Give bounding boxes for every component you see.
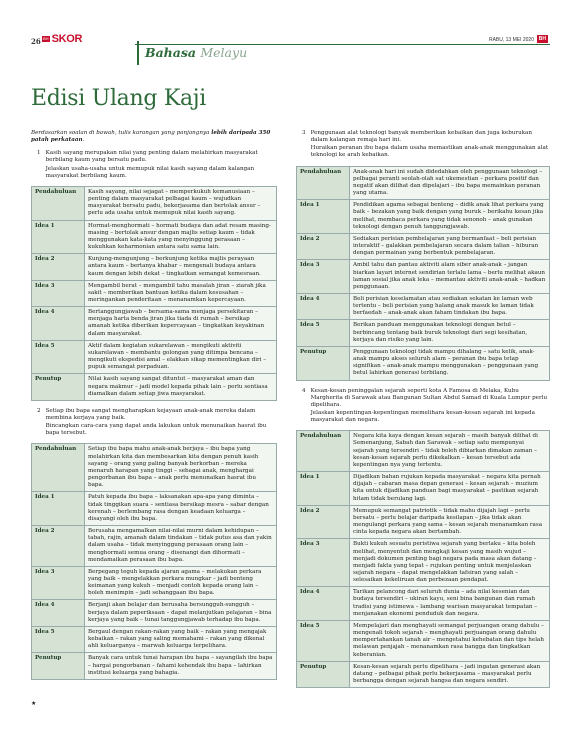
section-title <box>145 45 247 60</box>
row-text: Tarikan pelancong dari seluruh dunia – ada nilai kesenian dan budaya tersendiri – ukiran kayu, seni bina bangunan dan rumah tradisi yang istimewa – lambang warisan masyarakat tempatan – menjanakan ekonomi penduduk dan negara. <box>350 587 550 621</box>
question-number: 1 <box>37 150 41 157</box>
table-row <box>32 374 277 400</box>
table-row <box>32 626 277 652</box>
row-text: Berpegang teguh kepada ajaran agama – melakukan perkara yang baik – mengelakkan perkara mungkar – jadi benteng keimanan yang kukuh – menjadi contoh kepada orang lain – boleh menimpin – jadi sebanggaan ibu bapa. <box>85 566 277 600</box>
bh-brand-logo: BH <box>538 36 546 42</box>
row-text: Ambil tahu dan pantau aktiviti alam siber anak-anak – jangan biarkan layari internet sendirian terlalu lama – berlu melihat akaun laman sosial jika anak leka – memantau aktiviti anak-anak – hadkan penggunaan. <box>350 260 550 294</box>
row-text: Berikan panduan menggunakan teknologi dengan betul – berbincang tentang baik buruk teknologi dari segi kesihatan, kerjaya dan risiko yang lain. <box>350 320 550 346</box>
table-row <box>32 653 277 679</box>
table-row <box>32 254 277 280</box>
row-text: Berusaha mengamalkan nilai-nilai murni dalam kehidupan – tabah, rajin, amanah dalam tindakan – tidak putus asa dan yakin dalam usaha – tidak menyinggung perasaan orang lain – menghormati semua orang – disenangi dan dihormati – mendamaikan perasaan ibu bapa. <box>85 526 277 567</box>
row-label: Idea 1 <box>32 492 85 526</box>
question <box>37 150 277 181</box>
table-row <box>32 566 277 600</box>
row-label: Penutup <box>297 346 350 380</box>
instructions-text: Berdasarkan soalan di bawah, tulis karangan yang panjangnya <box>31 130 212 136</box>
row-label: Pendahuluan <box>32 186 85 220</box>
answer-outline-table <box>296 166 550 381</box>
row-text: Kesan-kesan sejarah perlu dipelihara – jadi ingatan generasi akan datang – pelbagai pihak perlu bekerjasama – masyarakat perlu berbangga dengan sejarah bangsa dan negara sendiri. <box>350 661 550 687</box>
question-line: Jelaskan kepentingan-kepentingan memelihara kesan-kesan sejarah ini kepada masyarakat dan negara. <box>310 410 535 424</box>
right-column <box>296 130 550 695</box>
section-subname: Melayu <box>200 45 248 60</box>
row-label: Idea 4 <box>297 293 350 319</box>
row-label: Penutup <box>297 661 350 687</box>
page-title: Edisi Ulang Kaji <box>31 86 207 111</box>
row-label: Idea 2 <box>32 254 85 280</box>
question-line: Kasih sayang merupakan nilai yang penting dalam melahirkan masyarakat berbilang kaum yang bersatu padu. <box>45 150 258 164</box>
row-label: Idea 5 <box>32 340 85 374</box>
right-questions <box>296 130 550 688</box>
row-label: Pendahuluan <box>32 444 85 492</box>
question-line: Kesan-kesan peninggalan sejarah seperti kota A Famosa di Melaka, Kubu Margherita di Sarawak atau Bangunan Sultan Abdul Samad di Kuala Lumpur perlu dipelihara. <box>310 387 548 408</box>
row-text: Negara kita kaya dengan kesan sejarah – masih banyak dilihat di Semenanjung, Sabah dan Sarawak – setiap satu mempunyai sejarah yang tersendiri – tidak boleh dibiarkan dimakan zaman – kesan-kesan sejarah perlu dikekalkan – kesan tersebut ada kepentingan nya yang tertentu. <box>350 431 550 472</box>
table-row <box>297 661 550 687</box>
row-text: Aktif dalam kegiatan sukarelawan – mengikuti aktiviti sukarelawan – membantu golongan yang ditimpa bencana – mengikuti ekspedisi amal – elakkan sikap mementingkan diri – pupuk semangat perpaduan. <box>85 340 277 374</box>
table-row <box>297 293 550 319</box>
question-text <box>46 408 277 439</box>
table-row <box>297 200 550 234</box>
table-row <box>297 166 550 200</box>
row-label: Idea 3 <box>32 566 85 600</box>
answer-outline-table <box>296 430 550 688</box>
row-text: Bukti kukuh sesuatu peristiwa sejarah yang berlaku – kita boleh melihat, menyentuh dan mengkaji kesan yang masih wujud – menjadi dokumen penting bagi negara pada masa akan datang – menjadi fakta yang tepat – rujukan penting untuk menjelaskan sejarah negara – dapat mengelakkan tafsiran yang salah – selesaikan kekeliruan dan perbezaan pendapat. <box>350 539 550 587</box>
row-text: Bergaul dengan rakan-rakan yang baik – rakan yang mengajak kebaikan – rakan yang saling memahami – rakan yang dikenal ahli keluarganya – marwah keluarga terpelihara. <box>85 626 277 652</box>
row-text: Hormat-menghormati – hormati budaya dan adat resam masing-masing – bertolak ansur dengan majlis setiap kaum – tidak menggunakan kata-kata yang menyinggung perasaan – kukuhkan keharmonian antara satu sama lain. <box>85 220 277 254</box>
question-text <box>311 130 550 161</box>
table-row <box>297 260 550 294</box>
question <box>302 130 550 161</box>
row-label: Idea 3 <box>32 280 85 306</box>
row-text: Anak-anak hari ini sudah didedahkan oleh penggunaan teknologi – pelbagai peranti seolah-olah sat ukemestian – perkara positif dan negatif akan dilihat dan dipelajari – ibu bapa memainkan peranan yang utama. <box>350 166 550 200</box>
row-label: Idea 4 <box>32 307 85 341</box>
row-label: Idea 5 <box>297 320 350 346</box>
row-text: Setiap ibu bapa mahu anak-anak berjaya – ibu bapa yang melahirkan kita dan membesarkan kita dengan penuh kasih sayang – orang yang paling banyak berkorban – mereka menaruh harapan yang tinggi – sebagai anak, menghargai pengorbanan ibu bapa – anak perlu menunaikan hasrat ibu bapa. <box>85 444 277 492</box>
row-label: Idea 1 <box>297 200 350 234</box>
section-bar <box>137 41 139 65</box>
table-row <box>297 620 550 661</box>
row-label: Idea 4 <box>32 600 85 626</box>
question-text <box>46 150 277 181</box>
page-number: 26 <box>31 37 41 46</box>
question <box>302 388 550 426</box>
question-line: Huraikan peranan ibu bapa dalam usaha memastikan anak-anak menggunakan alat teknologi ke arah kebaikan. <box>310 145 549 159</box>
instructions-bold: lebih daripada 350 patah perkataan <box>31 130 271 144</box>
table-row <box>297 233 550 259</box>
row-label: Penutup <box>32 653 85 679</box>
question-text <box>311 388 550 426</box>
table-row <box>32 220 277 254</box>
table-row <box>297 539 550 587</box>
row-text: Beli perisian keselamatan atau sediakan sekatan ke laman web tertentu – beli perisian yang halang anak masuk ke laman tidak berfaedah – anak-anak akan faham tindakan ibu bapa. <box>350 293 550 319</box>
row-label: Idea 3 <box>297 260 350 294</box>
table-row <box>32 444 277 492</box>
row-label: Pendahuluan <box>297 166 350 200</box>
row-text: Banyak cara untuk tunai harapan ibu bapa – sayangilah ibu bapa – hargai pengorbanan – fahami kehendak ibu bapa – lahirkan institusi keluarga yang bahagia. <box>85 653 277 679</box>
issue-date: RABU, 13 MEI 2020 <box>488 37 534 43</box>
table-row <box>297 587 550 621</box>
table-row <box>297 472 550 506</box>
row-label: Pendahuluan <box>297 431 350 472</box>
question <box>37 408 277 439</box>
question-line: Jelaskan usaha-usaha untuk memupuk nilai kasih sayang dalam kalangan masyarakat berbilang kaum. <box>45 165 255 179</box>
row-text: Memupuk semangat patriotik – tidak mahu dijajah lagi – perlu bersatu – perlu belajar daripada kesilapan – jika tidak akan mengulangi perkara yang sama – kesan sejarah menanamkan rasa cinta kepada negara akan bertambah. <box>350 505 550 539</box>
row-label: Idea 2 <box>297 505 350 539</box>
question-number: 2 <box>37 407 41 414</box>
question-number: 3 <box>302 130 306 136</box>
instructions <box>31 130 277 144</box>
row-text: Sediakan perisian pembelajaran yang bermanfaat – beli perisian interaktif – galakkan pembelajaran secara dalam talian – hiburan dengan permainan yang berbentuk pembelajaran. <box>350 233 550 259</box>
answer-outline-table <box>31 186 277 401</box>
table-row <box>297 505 550 539</box>
row-text: Mengambil berat – mengambil tahu masalah jiran – ziarah jika sakit – memberikan bantuan ketika dalam kesusahan – meringankan penderitaan – menanamkan kepercayaan. <box>85 280 277 306</box>
page-header <box>0 0 580 70</box>
footer-star-icon: ★ <box>31 700 37 707</box>
row-label: Idea 2 <box>297 233 350 259</box>
table-row <box>32 280 277 306</box>
row-text: Kasih sayang, nilai sejagat – memperkukuh kemanusiaan – penting dalam masyarakat pelbagai kaum – wujudkan masyarakat bersatu padu, bekerjasama dan bertolak ansur – perlu ada usaha untuk memupuk nilai kasih sayang. <box>85 186 277 220</box>
row-text: Bertanggungjawab – bersama-sama menjaga persekitaran – menjaga harta benda jiran jika tiada di rumah – bersikap amanah ketika diberikan kepercayaan – tingkatkan keyakinan dalam masyarakat. <box>85 307 277 341</box>
row-label: Idea 3 <box>297 539 350 587</box>
row-label: Idea 5 <box>32 626 85 652</box>
table-row <box>32 340 277 374</box>
table-row <box>32 526 277 567</box>
row-label: Idea 1 <box>297 472 350 506</box>
instructions-end: . <box>82 137 85 144</box>
row-label: Idea 2 <box>32 526 85 567</box>
left-column <box>31 130 277 687</box>
table-row <box>297 320 550 346</box>
question-line: Penggunaan alat teknologi banyak memberikan kebaikan dan juga keburukan dalam kalangan remaja hari ini. <box>310 130 532 144</box>
row-label: Idea 1 <box>32 220 85 254</box>
row-label: Idea 5 <box>297 620 350 661</box>
skor-logo <box>42 33 82 45</box>
section-name: Bahasa <box>145 45 196 60</box>
question-line: Setiap ibu bapa sangat mengharapkan kejayaan anak-anak mereka dalam membina kerjaya yang baik. <box>45 407 256 421</box>
row-text: Patuh kepada ibu bapa – laksanakan apa-apa yang diminta – tidak tinggikan suara – sentiasa bersikap mesra – sabar dengan kerenah – berlembang rasa dengan keadaan keluarga – disayangi oleh ibu bapa. <box>85 492 277 526</box>
question-line: Bincangkan cara-cara yang dapat anda lakukan untuk menunaikan hasrat ibu bapa tersebut. <box>45 423 267 437</box>
left-questions <box>31 150 277 680</box>
table-row <box>32 186 277 220</box>
answer-outline-table <box>31 443 277 679</box>
row-text: Kunjung-mengunjung – berkunjung ketika majlis perayaan antara kaum – bertanya khabar – mengenali budaya antara kaum dengan lebih dekat – tingkatkan semangat kemesraan. <box>85 254 277 280</box>
table-row <box>297 431 550 472</box>
row-text: Mempelajari dan menghayati semangat perjuangan orang dahulu – mengenali tokoh sejarah – menghayati perjuangan orang dahulu mempertahankan tanah air – mengetahui kehebatan dan tips helah melawan penjajah – menanamkan rasa bangga dan tingkatkan keberanian. <box>350 620 550 661</box>
row-label: Penutup <box>32 374 85 400</box>
bh-small-logo: BH <box>43 36 49 41</box>
table-row <box>32 307 277 341</box>
row-text: Nilai kasih sayang sangat dituntut – masyarakat aman dan negara makmur – jadi model kepada pihak lain – perlu sentiasa diamalkan dalam setiap jiwa masyarakat. <box>85 374 277 400</box>
row-text: Berjanji akan belajar dan berusaha bersungguh-sungguh – berjaya dalam peperiksaan – dapat melanjutkan pelajaran – bina kerjaya yang baik – tunai tanggungjawab terhadap ibu bapa. <box>85 600 277 626</box>
row-text: Dijadikan bahan rujukan kepada masyarakat – negara kita pernah dijajah – cabaran masa depan generasi – kesan sejarah – muzium kita untuk dijadikan panduan bagi masyarakat – pastikan sejarah hitam tidak berulang lagi. <box>350 472 550 506</box>
row-text: Pendidikan agama sebagai benteng – didik anak lihat perkara yang baik – bezakan yang baik dengan yang buruk – berikahu kesan jika melihat, membaca perkara yang tidak senonoh – anak gunakan teknologi dengan penuh tanggungjawab. <box>350 200 550 234</box>
table-row <box>297 346 550 380</box>
question-number: 4 <box>302 387 306 394</box>
row-text: Penggunaan teknologi tidak mampu dihalang – satu kelik, anak-anak mampu akses seluruh alam – peranan ibu bapa tetap signifikan – anak-anak mampu menggunakan – penggunaan yang betul lahirkan generasi terbilang. <box>350 346 550 380</box>
table-row <box>32 600 277 626</box>
table-row <box>32 492 277 526</box>
row-label: Idea 4 <box>297 587 350 621</box>
skor-wordmark: SKOR <box>51 33 83 45</box>
